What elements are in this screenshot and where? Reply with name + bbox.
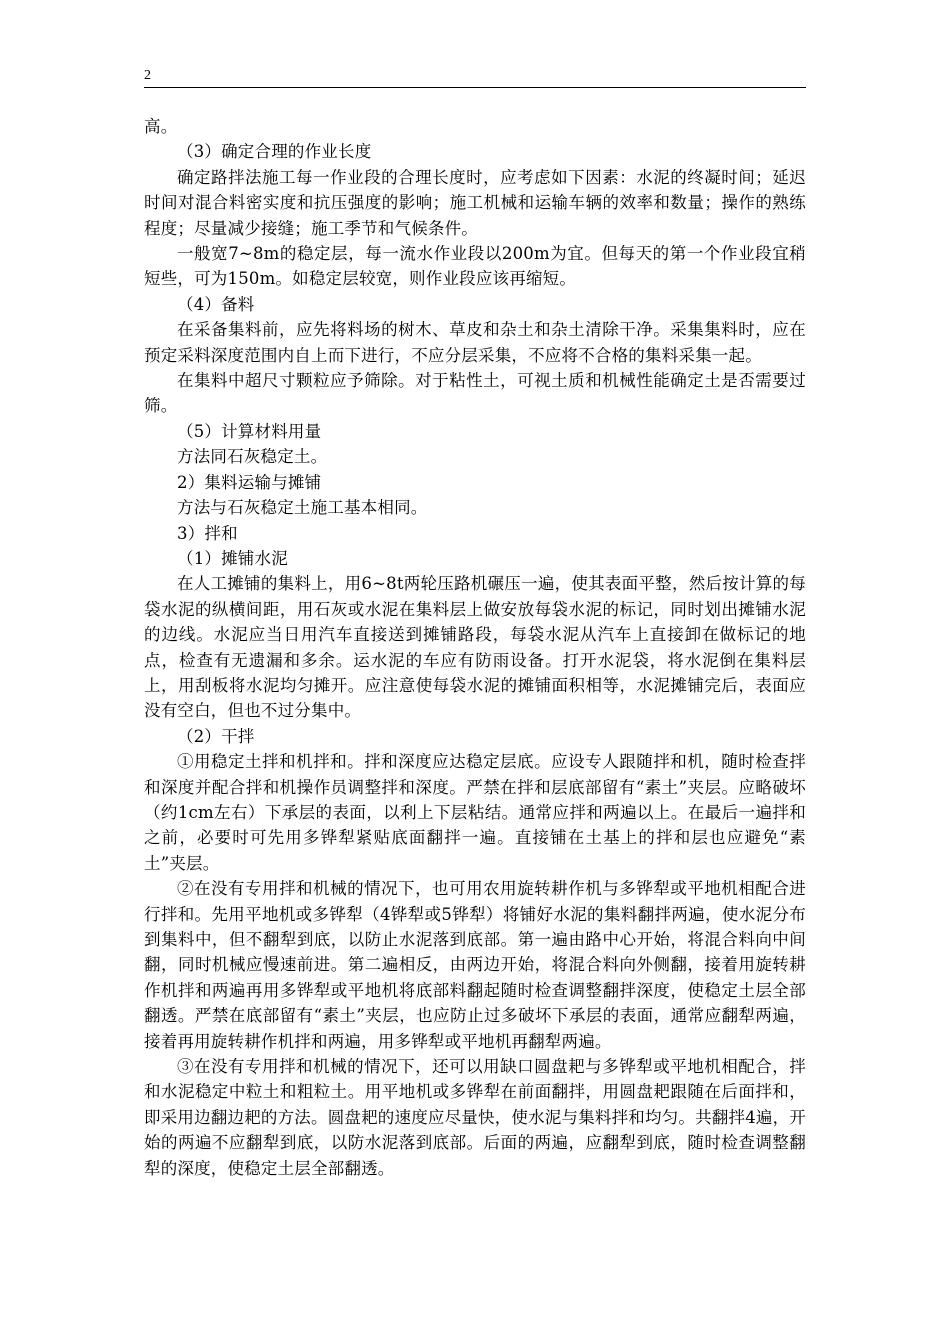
- page-header: [144, 68, 806, 88]
- paragraph: （3）确定合理的作业长度: [177, 142, 372, 162]
- paragraph: （5）计算材料用量: [177, 421, 322, 441]
- paragraph: 确定路拌法施工每一作业段的合理长度时，应考虑如下因素：水泥的终凝时间；延迟时间对混合料密实度和抗压强度的影响；施工机械和运输车辆的效率和数量；操作的熟练程度；尽量减少接缝；施工季节和气候条件。: [144, 167, 806, 238]
- paragraph: 2）集料运输与摊铺: [177, 472, 322, 492]
- paragraph: 方法同石灰稳定土。: [177, 447, 328, 467]
- paragraph: 在集料中超尺寸颗粒应予筛除。对于粘性土，可视土质和机械性能确定土是否需要过筛。: [144, 371, 806, 416]
- paragraph: （1）摊铺水泥: [177, 548, 288, 568]
- document-body: [144, 114, 806, 1181]
- paragraph: 高。: [144, 117, 178, 136]
- paragraph: ①用稳定土拌和机拌和。拌和深度应达稳定层底。应设专人跟随拌和机，随时检查拌和深度并配合拌和机操作员调整拌和深度。严禁在拌和层底部留有“素土”夹层。应略破坏（约1cm左右）下承层的表面，以利上下层粘结。通常应拌和两遍以上。在最后一遍拌和之前，必要时可先用多铧犁紧贴底面翻拌一遍。直接铺在土基上的拌和层也应避免“素土”夹层。: [144, 752, 806, 873]
- paragraph: ③在没有专用拌和机械的情况下，还可以用缺口圆盘耙与多铧犁或平地机相配合，拌和水泥稳定中粒土和粗粒土。用平地机或多铧犁在前面翻拌，用圆盘耙跟随在后面拌和，即采用边翻边耙的方法。圆盘耙的速度应尽量快，使水泥与集料拌和均匀。共翻拌4遍，开始的两遍不应翻犁到底，以防水泥落到底部。后面的两遍，应翻犁到底，随时检查调整翻犁的深度，使稳定土层全部翻透。: [144, 1057, 806, 1178]
- paragraph: 在人工摊铺的集料上，用6~8t两轮压路机碾压一遍，使其表面平整，然后按计算的每袋水泥的纵横间距，用石灰或水泥在集料层上做安放每袋水泥的标记，同时划出摊铺水泥的边线。水泥应当日用汽车直接送到摊铺路段，每袋水泥从汽车上直接卸在做标记的地点，检查有无遗漏和多余。运水泥的车应有防雨设备。打开水泥袋，将水泥倒在集料层上，用刮板将水泥均匀摊开。应注意使每袋水泥的摊铺面积相等，水泥摊铺完后，表面应没有空白，但也不过分集中。: [144, 574, 806, 721]
- paragraph: 3）拌和: [177, 523, 238, 543]
- paragraph: 方法与石灰稳定土施工基本相同。: [177, 498, 428, 518]
- paragraph: 在采备集料前，应先将料场的树木、草皮和杂土和杂土清除干净。采集集料时，应在预定采料深度范围内自上而下进行，不应分层采集，不应将不合格的集料采集一起。: [144, 320, 806, 365]
- page-number: 2: [144, 68, 151, 83]
- paragraph: 一般宽7~8m的稳定层，每一流水作业段以200m为宜。但每天的第一个作业段宜稍短些，可为150m。如稳定层较宽，则作业段应该再缩短。: [144, 244, 806, 289]
- paragraph: （4）备料: [177, 294, 255, 314]
- paragraph: （2）干拌: [177, 726, 255, 746]
- paragraph: ②在没有专用拌和机械的情况下，也可用农用旋转耕作机与多铧犁或平地机相配合进行拌和。先用平地机或多铧犁（4铧犁或5铧犁）将铺好水泥的集料翻拌两遍，使水泥分布到集料中，但不翻犁到底，以防止水泥落到底部。第一遍由路中心开始，将混合料向中间翻，同时机械应慢速前进。第二遍相反，由两边开始，将混合料向外侧翻，接着用旋转耕作机拌和两遍再用多铧犁或平地机将底部料翻起随时检查调整翻拌深度，使稳定土层全部翻透。严禁在底部留有“素土”夹层，也应防止过多破坏下承层的表面，通常应翻犁两遍，接着再用旋转耕作机拌和两遍，用多铧犁或平地机再翻犁两遍。: [144, 879, 806, 1051]
